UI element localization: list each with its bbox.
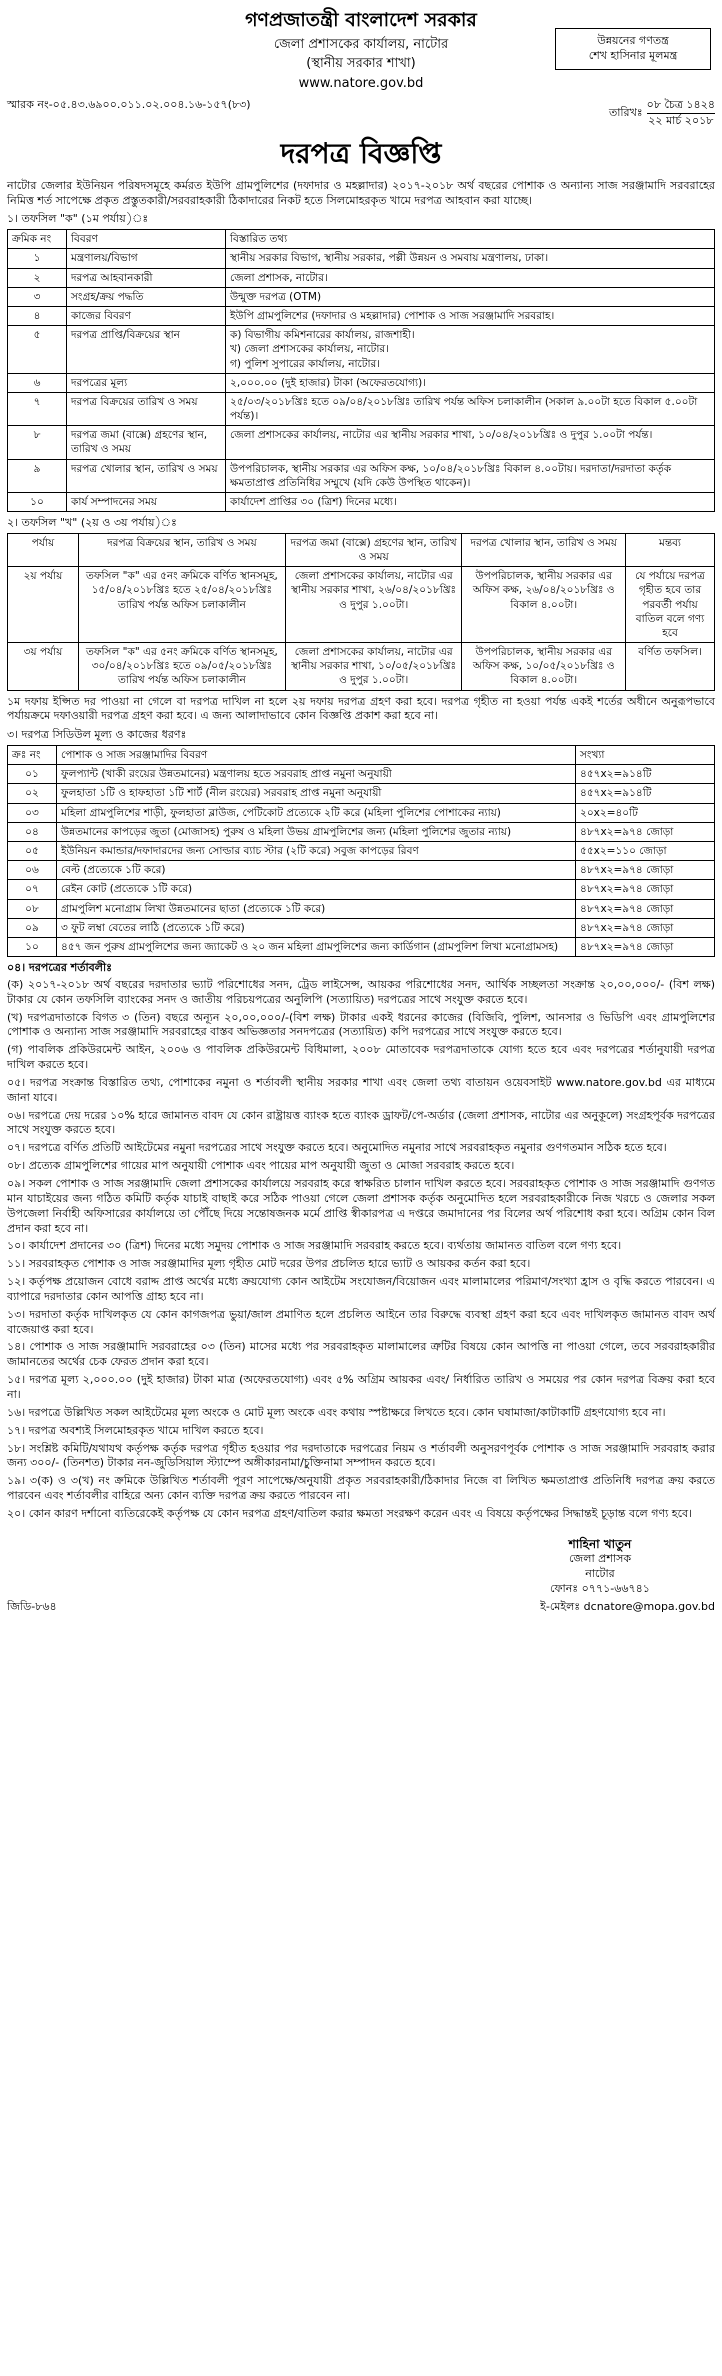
table-row	[8, 765, 715, 784]
date-label: তারিখঃ	[608, 106, 643, 120]
column-header: পোশাক ও সাজ সরঞ্জামাদির বিবরণ	[57, 746, 576, 765]
table-cell: জেলা প্রশাসকের কার্যালয়, নাটোর এর স্থানীয় সরকার শাখা, ১০/০৪/২০১৮খ্রিঃ ও দুপুর ১.০০টা পর্যন্ত।	[226, 426, 715, 459]
table-cell: দরপত্র প্রাপ্তি/বিক্রয়ের স্থান	[67, 326, 226, 374]
signatory-email[interactable]: ই-মেইলঃ dcnatore@mopa.gov.bd	[540, 1600, 715, 1614]
table-cell: ২০x২=৪০টি	[576, 803, 715, 822]
table-cell: গ্রামপুলিশ মনোগ্রাম লিখা উন্নতমানের ছাতা (প্রত্যেকে ১টি করে)	[57, 899, 576, 918]
term-item: ১৫। দরপত্র মূল্য ২,০০০.০০ (দুই হাজার) টাকা মাত্র (অফেরতযোগ্য) এবং ৫% অগ্রিম আয়কর এবং/ নির্ধারিত তারিখ ও সময়ের পর কোন দরপত্র বিক্রয় করা হবে না।	[7, 1373, 715, 1401]
table-row	[8, 643, 715, 691]
table-cell: ৯	[8, 459, 67, 492]
term-item: ০৫। দরপত্র সংক্রান্ত বিস্তারিত তথ্য, পোশাকের নমুনা ও শর্তাবলী স্থানীয় সরকার শাখা এবং জেলা তথ্য বাতায়ন ওয়েবসাইট www.natore.gov.bd এর মাধ্যমে জানা যাবে।	[7, 1075, 715, 1104]
table-cell: ৪৫৭ জন পুরুষ গ্রামপুলিশের জন্য জ্যাকেট ও ২০ জন মহিলা গ্রামপুলিশের জন্য কার্ডিগান (গ্রামপুলিশ লিখা মনোগ্রামসহ)	[57, 937, 576, 956]
term-item: ১৮। সংশ্লিষ্ট কমিটি/যথাযথ কর্তৃপক্ষ কর্তৃক দরপত্র গৃহীত হওয়ার পর দরদাতাকে দরপত্রের নিয়ম ও শর্তাবলী অনুসরণপূর্বক পোশাক ও সাজ সরঞ্জামাদি সরবরাহ করার জন্য ৩০০/- (তিনশত) টাকার নন-জুডিসিয়াল স্ট্যাম্পে অঙ্গীকারনামা/চুক্তিনামা সম্পাদন করতে হবে।	[7, 1441, 715, 1470]
term-item: ০৬। দরপত্রে দেয় দরের ১০% হারে জামানত বাবদ যে কোন রাষ্ট্রায়ত্ত ব্যাংক হতে ব্যাংক ড্রাফট/পে-অর্ডার (জেলা প্রশাসক, নাটোর এর অনুকূলে) সংগ্রহপূর্বক দরপত্রের সাথে সংযুক্ত করতে হবে।	[7, 1108, 715, 1137]
table-cell: ০২	[8, 784, 57, 803]
date-bangla: ০৮ চৈত্র ১৪২৪	[647, 98, 715, 114]
table-cell: ৪৫৭x২=৯১৪টি	[576, 784, 715, 803]
table-cell: ৩য় পর্যায়	[8, 643, 79, 691]
table-cell: ০৩	[8, 803, 57, 822]
table-cell: তফসিল "ক" এর ৫নং ক্রমিকে বর্ণিত স্থানসমূহ, ৩০/০৪/২০১৮খ্রিঃ হতে ০৯/০৫/২০১৮খ্রিঃ তারিখ পর্যন্ত অফিস চলাকালীন	[79, 643, 286, 691]
table-row	[8, 268, 715, 287]
table-cell: ১	[8, 249, 67, 268]
table-cell: ফুলহাতা ১টি ও হাফহাতা ১টি শার্ট (নীল রংয়ের) সরবরাহ প্রাপ্ত নমুনা অনুযায়ী	[57, 784, 576, 803]
table-header-row	[8, 746, 715, 765]
table-cell: ১০	[8, 492, 67, 511]
table-cell: ৮	[8, 426, 67, 459]
table-cell: দরপত্র আহবানকারী	[67, 268, 226, 287]
column-header: দরপত্র খোলার স্থান, তারিখ ও সময়	[462, 533, 626, 566]
table-cell: উপপরিচালক, স্থানীয় সরকার এর অফিস কক্ষ, ২৬/০৪/২০১৮খ্রিঃ ও বিকাল ৪.০০টা।	[462, 567, 626, 643]
table-cell: ১০	[8, 937, 57, 956]
term-item: ১০। কার্যাদেশ প্রদানের ৩০ (ত্রিশ) দিনের মধ্যে সমুদয় পোশাক ও সাজ সরঞ্জামাদি সরবরাহ করতে হবে। ব্যর্থতায় জামানত বাতিল বলে গণ্য হবে।	[7, 1239, 622, 1253]
memo-line	[7, 98, 715, 129]
term-item: ১৬। দরপত্রে উল্লিখিত সকল আইটেমের মূল্য অংকে ও মোট মূল্য অংকে এবং কথায় স্পষ্টাক্ষরে লিখতে হবে। কোন ঘষামাজা/কাটাকাটি গ্রহণযোগ্য হবে না।	[7, 1405, 666, 1419]
table-row	[8, 937, 715, 956]
table-cell: উন্মুক্ত দরপত্র (OTM)	[226, 287, 715, 306]
table-cell: ২৫/০৩/২০১৮খ্রিঃ হতে ০৯/০৪/২০১৮খ্রিঃ তারিখ পর্যন্ত অফিস চলাকালীন (সকাল ৯.০০টা হতে বিকাল ৫.০০টা পর্যন্ত)।	[226, 392, 715, 425]
motto-line-2: শেখ হাসিনার মূলমন্ত্র	[588, 48, 678, 62]
term-item: ১৭। দরপত্র অবশ্যই সিলমোহরকৃত খামে দাখিল করতে হবে।	[7, 1423, 264, 1437]
table-cell: ৭	[8, 392, 67, 425]
table-header-row	[8, 230, 715, 249]
table-cell: যে পর্যায়ে দরপত্র গৃহীত হবে তার পরবর্তী পর্যায় বাতিল বলে গণ্য হবে	[626, 567, 715, 643]
table-cell: মহিলা গ্রামপুলিশের শাড়ী, ফুলহাতা ব্লাউজ, পেটিকোট প্রত্যেকে ২টি করে (মহিলা পুলিশের পোশাকের ন্যায়)	[57, 803, 576, 822]
term-item: ১৯। ৩(ক) ও ৩(খ) নং ক্রমিকে উল্লিখিত শর্তাবলী পূরণ সাপেক্ষে/অনুযায়ী প্রকৃত সরবরাহকারী/ঠিকাদার নিজে বা লিখিত ক্ষমতাপ্রাপ্ত প্রতিনিধি দরপত্র ক্রয় করতে পারবেন এবং শর্তাবলীর বাহিরে অন্য কোন ব্যক্তি দরপত্র ক্রয় করতে পারবেন না।	[7, 1474, 715, 1503]
motto-line-1: উন্নয়নের গণতন্ত্র	[597, 34, 669, 47]
table-row	[8, 803, 715, 822]
schedule-c-heading: ৩। দরপত্র সিডিউল মূল্য ও কাজের ধরণঃ	[7, 728, 187, 742]
government-title: গণপ্রজাতন্ত্রী বাংলাদেশ সরকার	[245, 9, 477, 31]
table-cell: মন্ত্রণালয়/বিভাগ	[67, 249, 226, 268]
table-cell: ৪৮৭x২=৯৭৪ জোড়া	[576, 937, 715, 956]
table-row	[8, 918, 715, 937]
table-cell: ৫	[8, 326, 67, 374]
term-item: (ক) ২০১৭-২০১৮ অর্থ বছরের দরদাতার ভ্যাট পরিশোধের সনদ, ট্রেড লাইসেন্স, আয়কর পরিশোধের সনদ, আর্থিক সচ্ছলতা সংক্রান্ত ২০,০০,০০০/- (বিশ লক্ষ) টাকার যে কোন তফসিলি ব্যাংকের সনদ ও জাতীয় পরিচয়পত্রের অনুলিপি (সত্যায়িত) দরপত্রের সাথে সংযুক্ত করতে হবে।	[7, 977, 715, 1006]
motto-box	[555, 28, 711, 70]
schedule-b-heading: ২। তফসিল "খ" (২য় ও ৩য় পর্যায়)ঃ	[7, 516, 177, 530]
table-cell: দরপত্রের মূল্য	[67, 373, 226, 392]
table-cell: ২	[8, 268, 67, 287]
term-item: (গ) পাবলিক প্রকিউরমেন্ট আইন, ২০০৬ ও পাবলিক প্রকিউরমেন্ট বিধিমালা, ২০০৮ মোতাবেক দরপত্রদাতাকে যোগ্য হতে হবে এবং দরপত্রের শর্তানুযায়ী দরপত্র দাখিল করতে হবে।	[7, 1043, 715, 1072]
table-cell: ফুলপ্যান্ট (খাকী রংয়ের উন্নতমানের) মন্ত্রণালয় হতে সরবরাহ প্রাপ্ত নমুনা অনুযায়ী	[57, 765, 576, 784]
table-cell: জেলা প্রশাসকের কার্যালয়, নাটোর এর স্থানীয় সরকার শাখা, ১০/০৫/২০১৮খ্রিঃ ও দুপুর ১.০০টা।	[285, 643, 462, 691]
column-header: পর্যায়	[8, 533, 79, 566]
table-cell: ৪৮৭x২=৯৭৪ জোড়া	[576, 822, 715, 841]
term-item: ১৪। পোশাক ও সাজ সরঞ্জামাদি সরবরাহের ০৩ (তিন) মাসের মধ্যে পর সরবরাহকৃত মালামালের ত্রুটির বিষয়ে কোন আপত্তি না পাওয়া গেলে, তবে সরবরাহকারীর জামানতের অর্থের চেক ফেরত প্রদান করা হবে।	[7, 1340, 715, 1369]
table-cell: ০৪	[8, 822, 57, 841]
table-cell: ইউপি গ্রামপুলিশের (দফাদার ও মহল্লাদার) পোশাক ও সাজ সরঞ্জামাদি সরবরাহ।	[226, 306, 715, 325]
memo-number: স্মারক নং-০৫.৪৩.৬৯০০.০১১.০২.০০৪.১৬-১৫৭(৮৩)	[7, 98, 251, 112]
table-row	[8, 822, 715, 841]
column-header: ক্রঃ নং	[8, 746, 57, 765]
schedule-b-table	[7, 533, 715, 691]
website-link[interactable]: www.natore.gov.bd	[298, 75, 424, 91]
schedule-a-table	[7, 229, 715, 512]
phase-note: ১ম দফায় ইপ্সিত দর পাওয়া না গেলে বা দরপত্র দাখিল না হলে ২য় দফায় দরপত্র গ্রহণ করা হবে। দরপত্র গৃহীত না হওয়া পর্যন্ত একই শর্তের অধীনে অনুরূপভাবে পর্যায়ক্রমে দফাওয়ারী দরপত্র গ্রহণ করা হবে। এ জন্য আলাদাভাবে কোন বিজ্ঞপ্তি প্রকাশ করা হবে না।	[7, 694, 715, 723]
footer	[7, 1600, 715, 1615]
signature-block	[485, 1536, 715, 1597]
table-cell: উপপরিচালক, স্থানীয় সরকার এর অফিস কক্ষ, ১০/০৫/২০১৮খ্রিঃ ও বিকাল ৪.০০টা।	[462, 643, 626, 691]
memo-date	[609, 98, 715, 129]
office-name: জেলা প্রশাসকের কার্যালয়, নাটোর	[273, 36, 449, 52]
term-item: (খ) দরপত্রদাতাকে বিগত ৩ (তিন) বছরে অন্যূন ২০,০০,০০০/-(বিশ লক্ষ) টাকার একই ধরনের কাজের (বিজিবি, পুলিশ, আনসার ও ভিডিপি এবং গ্রামপুলিশের পোশাক ও অন্যান্য সাজ সরঞ্জামাদি সরবরাহের বাস্তব অভিজ্ঞতার সনদপত্রের (সত্যায়িত) কপি দরপত্রের সাথে সংযুক্ত করতে হবে।	[7, 1010, 715, 1039]
table-cell: ০৫	[8, 842, 57, 861]
table-cell: জেলা প্রশাসক, নাটোর।	[226, 268, 715, 287]
table-cell: জেলা প্রশাসকের কার্যালয়, নাটোর এর স্থানীয় সরকার শাখা, ২৬/০৪/২০১৮খ্রিঃ ও দুপুর ১.০০টা।	[285, 567, 462, 643]
table-cell: ২য় পর্যায়	[8, 567, 79, 643]
signatory-district: নাটোর	[585, 1566, 615, 1580]
table-cell: দরপত্র বিক্রয়ের তারিখ ও সময়	[67, 392, 226, 425]
table-header-row	[8, 533, 715, 566]
table-cell: ৩	[8, 287, 67, 306]
table-cell: কার্য সম্পাদনের সময়	[67, 492, 226, 511]
table-cell: স্থানীয় সরকার বিভাগ, স্থানীয় সরকার, পল্লী উন্নয়ন ও সমবায় মন্ত্রণালয়, ঢাকা।	[226, 249, 715, 268]
column-header: সংখ্যা	[576, 746, 715, 765]
table-row	[8, 326, 715, 374]
schedule-c-table	[7, 745, 715, 957]
table-row	[8, 492, 715, 511]
table-row	[8, 899, 715, 918]
table-cell: ০১	[8, 765, 57, 784]
table-cell: দরপত্র জমা (বাক্সে) গ্রহণের স্থান, তারিখ ও সময়	[67, 426, 226, 459]
table-cell: উপপরিচালক, স্থানীয় সরকার এর অফিস কক্ষ, ১০/০৪/২০১৮খ্রিঃ বিকাল ৪.০০টায়। দরদাতা/দরদাতা কর্তৃক ক্ষমতাপ্রাপ্ত প্রতিনিধির সম্মুখে (যদি কেউ উপস্থিত থাকেন)।	[226, 459, 715, 492]
term-item: ১১। সরবরাহকৃত পোশাক ও সাজ সরঞ্জামাদির মূল্য গৃহীত মোট দরের উপর প্রচলিত হারে ভ্যাট ও আয়কর কর্তন করা হবে।	[7, 1257, 531, 1271]
table-cell: ৬	[8, 373, 67, 392]
table-cell: কাজের বিবরণ	[67, 306, 226, 325]
term-item: ০৭। দরপত্রে বর্ণিত প্রতিটি আইটেমের নমুনা দরপত্রের সাথে সংযুক্ত করতে হবে। অনুমোদিত নমুনার সাথে সরবরাহকৃত নমুনার গুণগতমান সঠিক হতে হবে।	[7, 1141, 667, 1155]
table-cell: দরপত্র খোলার স্থান, তারিখ ও সময়	[67, 459, 226, 492]
table-cell: সংগ্রহ/ক্রয় পদ্ধতি	[67, 287, 226, 306]
table-row	[8, 392, 715, 425]
table-cell: ৪৮৭x২=৯৭৪ জোড়া	[576, 880, 715, 899]
column-header: বিস্তারিত তথ্য	[226, 230, 715, 249]
table-cell: ০৯	[8, 918, 57, 937]
date-english: ২২ মার্চ ২০১৮	[648, 114, 714, 128]
table-cell: ইউনিয়ন কমান্ডার/দফাদারদের জন্য সোল্ডার ব্যাচ স্টার (২টি করে) সবুজ কাপড়ের রিবণ	[57, 842, 576, 861]
table-row	[8, 861, 715, 880]
term-item: ০৮। প্রত্যেক গ্রামপুলিশের গায়ের মাপ অনুযায়ী পোশাক এবং পায়ের মাপ অনুযায়ী জুতা ও মোজা সরবরাহ করতে হবে।	[7, 1159, 515, 1173]
signatory-name: শাহিনা খাতুন	[568, 1536, 632, 1551]
table-cell: ২,০০০.০০ (দুই হাজার) টাকা (অফেরতযোগ্য)।	[226, 373, 715, 392]
table-cell: ৫৫x২=১১০ জোড়া	[576, 842, 715, 861]
table-cell: ৪৫৭x২=৯১৪টি	[576, 765, 715, 784]
branch-name: (স্থানীয় সরকার শাখা)	[306, 56, 416, 72]
table-cell: ৪৮৭x২=৯৭৪ জোড়া	[576, 918, 715, 937]
notice-title: দরপত্র বিজ্ঞপ্তি	[280, 136, 442, 170]
table-row	[8, 426, 715, 459]
term-item: ১২। কর্তৃপক্ষ প্রয়োজন বোধে বরাদ্দ প্রাপ্ত অর্থের মধ্যে ক্রয়যোগ্য কোন আইটেম সংযোজন/বিয়োজন এবং মালামালের পরিমাণ/সংখ্যা হ্রাস ও বৃদ্ধি করতে পারবেন। এ ব্যাপারে দরদাতার কোন আপত্তি গ্রাহ্য হবে না।	[7, 1275, 715, 1303]
table-row	[8, 287, 715, 306]
table-row	[8, 567, 715, 643]
table-cell: ০৮	[8, 899, 57, 918]
table-cell: কার্যাদেশ প্রাপ্তির ৩০ (ত্রিশ) দিনের মধ্যে।	[226, 492, 715, 511]
table-cell: ৪৮৭x২=৯৭৪ জোড়া	[576, 861, 715, 880]
table-cell: ৩ ফুট লম্বা বেতের লাঠি (প্রত্যেকে ১টি করে)	[57, 918, 576, 937]
terms-list	[7, 978, 715, 1522]
schedule-a-heading: ১। তফসিল "ক" (১ম পর্যায়)ঃ	[7, 212, 149, 226]
column-header: দরপত্র বিক্রয়ের স্থান, তারিখ ও সময়	[79, 533, 286, 566]
table-row	[8, 459, 715, 492]
table-cell: ৪	[8, 306, 67, 325]
table-cell: রেইন কোট (প্রত্যেকে ১টি করে)	[57, 880, 576, 899]
footer-code: জিডি-৮৬৪	[7, 1600, 57, 1614]
terms-heading: ০৪। দরপত্রের শর্তাবলীঃ	[7, 961, 113, 975]
term-item: ০৯। সকল পোশাক ও সাজ সরঞ্জামাদি জেলা প্রশাসকের কার্যালয়ে সরবরাহ করে স্বাক্ষরিত চালান দাখিল করতে হবে। সরবরাহকৃত পোশাক ও সাজ সরঞ্জামাদি গুণগত মান যাচাইয়ের জন্য গঠিত কমিটি কর্তৃক যাচাই বাছাই করে সঠিক পাওয়া গেলে জেলা প্রশাসক কর্তৃক অনুমোদিত হলে সরবরাহকারীকে নিজ খরচে ও জেলার সকল উপজেলা নির্বাহী অফিসারের কার্যালয়ে তা পৌঁছে দিয়ে সন্তোষজনক মর্মে প্রাপ্তি স্বীকারপত্র এ দপ্তরে জমাদানের পর বিলের অর্থ পরিশোধ করা হবে। অগ্রিম কোন বিল প্রদান করা হবে না।	[7, 1177, 715, 1235]
table-row	[8, 249, 715, 268]
table-row	[8, 306, 715, 325]
table-row	[8, 842, 715, 861]
table-cell: বেল্ট (প্রত্যেকে ১টি করে)	[57, 861, 576, 880]
table-row	[8, 373, 715, 392]
table-cell: ০৭	[8, 880, 57, 899]
table-row	[8, 880, 715, 899]
intro-paragraph: নাটোর জেলার ইউনিয়ন পরিষদসমূহে কর্মরত ইউপি গ্রামপুলিশের (দফাদার ও মহল্লাদার) ২০১৭-২০১৮ অর্থ বছরের পোশাক ও অন্যান্য সাজ সরঞ্জামাদি সরবরাহের নিমিত্ত শর্ত সাপেক্ষে প্রকৃত প্রস্তুতকারী/সরবরাহকারী ঠিকাদারের নিকট হতে সিলমোহরকৃত খামে দরপত্র আহবান করা যাচ্ছে।	[7, 178, 715, 207]
table-cell: ক) বিভাগীয় কমিশনারের কার্যালয়, রাজশাহী। খ) জেলা প্রশাসকের কার্যালয়, নাটোর। গ) পুলিশ সুপারের কার্যালয়, নাটোর।	[226, 326, 715, 374]
table-row	[8, 784, 715, 803]
term-item: ২০। কোন কারণ দর্শানো ব্যতিরেকেই কর্তৃপক্ষ যে কোন দরপত্র গ্রহণ/বাতিল করার ক্ষমতা সংরক্ষণ করেন এবং এ বিষয়ে কর্তৃপক্ষের সিদ্ধান্তই চূড়ান্ত বলে গণ্য হবে।	[7, 1506, 693, 1520]
column-header: বিবরণ	[67, 230, 226, 249]
column-header: ক্রমিক নং	[8, 230, 67, 249]
signatory-phone: ফোনঃ ০৭৭১-৬৬৭৪১	[550, 1581, 650, 1595]
column-header: মন্তব্য	[626, 533, 715, 566]
signatory-designation: জেলা প্রশাসক	[568, 1551, 632, 1565]
table-cell: ৪৮৭x২=৯৭৪ জোড়া	[576, 899, 715, 918]
table-cell: ০৬	[8, 861, 57, 880]
table-cell: উন্নতমানের কাপড়ের জুতা (মোজাসহ) পুরুষ ও মহিলা উভয় গ্রামপুলিশের জন্য (মহিলা পুলিশের জুতার ন্যায়)	[57, 822, 576, 841]
table-cell: তফসিল "ক" এর ৫নং ক্রমিকে বর্ণিত স্থানসমূহ, ১৫/০৪/২০১৮খ্রিঃ হতে ২৫/০৪/২০১৮খ্রিঃ তারিখ পর্যন্ত অফিস চলাকালীন	[79, 567, 286, 643]
table-cell: বর্ণিত তফসিল।	[626, 643, 715, 691]
tender-notice-page	[7, 0, 715, 1615]
term-item: ১৩। দরদাতা কর্তৃক দাখিলকৃত যে কোন কাগজপত্র ভুয়া/জাল প্রমাণিত হলে প্রচলিত আইনে তার বিরুদ্ধে ব্যবস্থা গ্রহণ করা হবে এবং দাখিলকৃত জামানত বাবদ অর্থ বাজেয়াপ্ত করা হবে।	[7, 1307, 715, 1336]
column-header: দরপত্র জমা (বাক্সে) গ্রহণের স্থান, তারিখ ও সময়	[285, 533, 462, 566]
